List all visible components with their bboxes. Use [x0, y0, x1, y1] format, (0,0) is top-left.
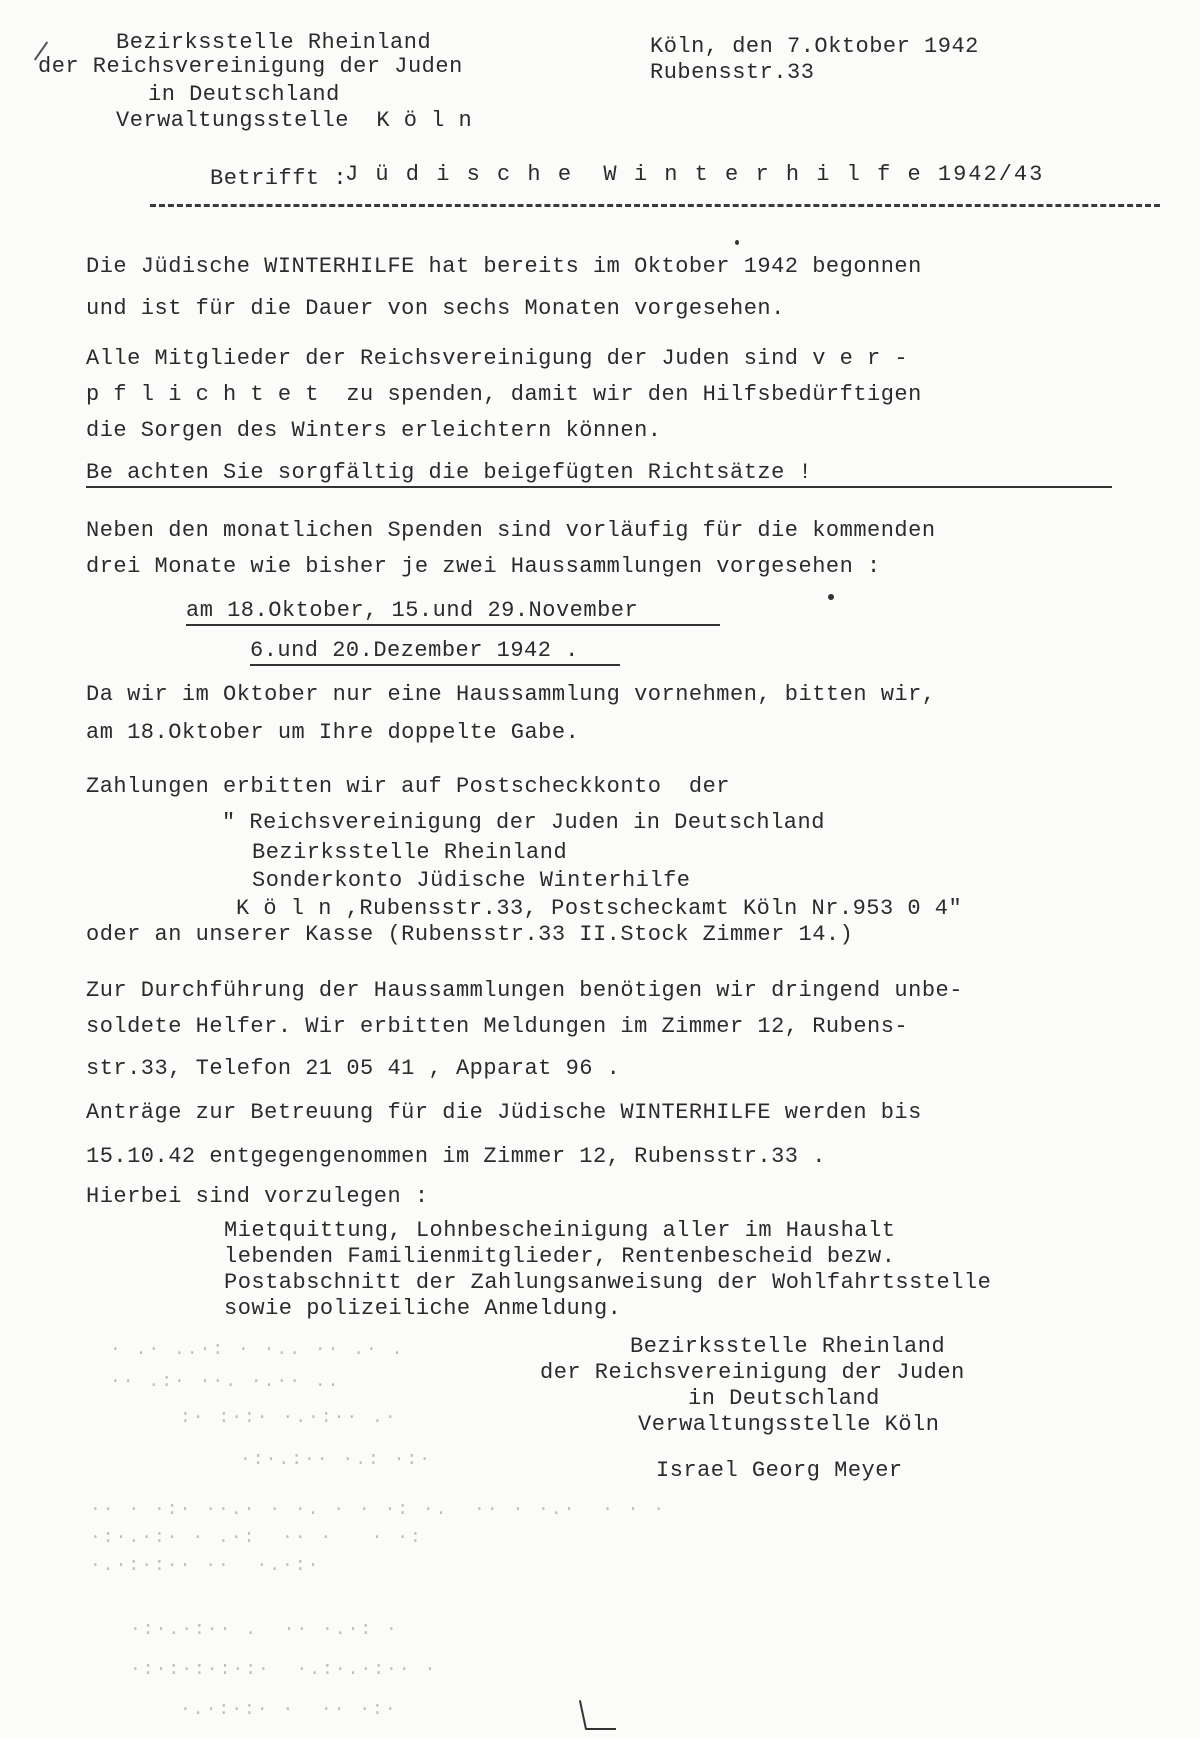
p7-line-2: 15.10.42 entgegengenommen im Zimmer 12, Rubensstr.33 .: [86, 1144, 826, 1169]
collection-dates-underline-1: [186, 624, 720, 626]
letterhead-line-4: Verwaltungsstelle K ö l n: [116, 108, 473, 133]
notice-text: Be achten Sie sorgfältig die beigefügten Richtsätze !: [86, 460, 813, 485]
account-line-4: K ö l n ,Rubensstr.33, Postscheckamt Köln Nr.953 0 4": [236, 896, 963, 921]
p6-line-3: str.33, Telefon 21 05 41 , Apparat 96 .: [86, 1056, 621, 1081]
payment-intro: Zahlungen erbitten wir auf Postscheckkonto der: [86, 774, 731, 799]
signature-line-1: Bezirksstelle Rheinland: [630, 1334, 946, 1359]
pen-stroke-mark: [579, 1700, 587, 1730]
collection-dates-line-1: am 18.Oktober, 15.und 29.November: [186, 598, 639, 623]
p1-line-1: Die Jüdische WINTERHILFE hat bereits im Oktober 1942 begonnen: [86, 254, 922, 279]
account-line-3: Sonderkonto Jüdische Winterhilfe: [252, 868, 691, 893]
bleed-through-text: ·· .:· ··. ·.·· ..: [110, 1372, 341, 1392]
p4-line-2: am 18.Oktober um Ihre doppelte Gabe.: [86, 720, 580, 745]
p4-line-1: Da wir im Oktober nur eine Haussammlung vornehmen, bitten wir,: [86, 682, 936, 707]
bleed-through-text: ·· · ·:· ··.· · ·. · · ·: ·. ·· · ·.· · · ·: [90, 1500, 667, 1520]
p6-line-1: Zur Durchführung der Haussammlungen benötigen wir dringend unbe-: [86, 978, 963, 1003]
requirements-line-4: sowie polizeiliche Anmeldung.: [224, 1296, 622, 1321]
subject-label: Betrifft :: [210, 166, 348, 191]
bleed-through-text: ·.·:·:· · ·· ·:·: [180, 1700, 398, 1720]
bleed-through-text: ·.·:·:·· ·· ·.·:·: [90, 1556, 321, 1576]
date-line: Köln, den 7.Oktober 1942: [650, 34, 979, 59]
letterhead-line-3: in Deutschland: [148, 82, 340, 107]
ink-dot: [828, 594, 834, 600]
letterhead-line-1: Bezirksstelle Rheinland: [116, 30, 432, 55]
bleed-through-text: · .· ..·: · ·.. ·· .· .: [110, 1340, 405, 1360]
p2-line-3: die Sorgen des Winters erleichtern können.: [86, 418, 662, 443]
subject-text: J ü d i s c h e W i n t e r h i l f e 1942/43: [345, 162, 1045, 187]
p3-line-1: Neben den monatlichen Spenden sind vorläufig für die kommenden: [86, 518, 936, 543]
requirements-line-2: lebenden Familienmitglieder, Rentenbescheid bezw.: [224, 1244, 896, 1269]
bleed-through-text: ·:·.·:·· . ·· ·.·: ·: [130, 1620, 399, 1640]
pen-stroke-mark: [586, 1728, 616, 1730]
p7-line-3: Hierbei sind vorzulegen :: [86, 1184, 429, 1209]
requirements-line-3: Postabschnitt der Zahlungsanweisung der Wohlfahrtsstelle: [224, 1270, 992, 1295]
p3-line-2: drei Monate wie bisher je zwei Haussammlungen vorgesehen :: [86, 554, 881, 579]
address-line: Rubensstr.33: [650, 60, 815, 85]
p6-line-2: soldete Helfer. Wir erbitten Meldungen im Zimmer 12, Rubens-: [86, 1014, 909, 1039]
subject-divider: [150, 204, 1160, 207]
signature-line-3: in Deutschland: [688, 1386, 880, 1411]
bleed-through-text: :· :·:· ·.·:·· .·: [180, 1408, 398, 1428]
signature-name: Israel Georg Meyer: [656, 1458, 903, 1483]
ink-dot: [735, 240, 739, 245]
account-line-2: Bezirksstelle Rheinland: [252, 840, 568, 865]
signature-line-4: Verwaltungsstelle Köln: [638, 1412, 940, 1437]
bleed-through-text: ·:·:·:·:·:· ·.:·.·:·· ·: [130, 1660, 438, 1680]
p1-line-2: und ist für die Dauer von sechs Monaten vorgesehen.: [86, 296, 785, 321]
p2-line-2: p f l i c h t e t zu spenden, damit wir den Hilfsbedürftigen: [86, 382, 922, 407]
letterhead-line-2: der Reichsvereinigung der Juden: [38, 54, 463, 79]
payment-end: oder an unserer Kasse (Rubensstr.33 II.Stock Zimmer 14.): [86, 922, 854, 947]
bleed-through-text: ·:·.:·· ·.: ·:·: [240, 1450, 433, 1470]
p2-line-1: Alle Mitglieder der Reichsvereinigung der Juden sind v e r -: [86, 346, 909, 371]
collection-dates-line-2: 6.und 20.Dezember 1942 .: [250, 638, 579, 663]
signature-line-2: der Reichsvereinigung der Juden: [540, 1360, 965, 1385]
p7-line-1: Anträge zur Betreuung für die Jüdische WINTERHILFE werden bis: [86, 1100, 922, 1125]
notice-underline: [86, 486, 1112, 488]
collection-dates-underline-2: [250, 664, 620, 666]
requirements-line-1: Mietquittung, Lohnbescheinigung aller im Haushalt: [224, 1218, 896, 1243]
bleed-through-text: ·:·.·:· · .·: ·· · · ·:: [90, 1528, 423, 1548]
account-line-1: " Reichsvereinigung der Juden in Deutschland: [222, 810, 825, 835]
